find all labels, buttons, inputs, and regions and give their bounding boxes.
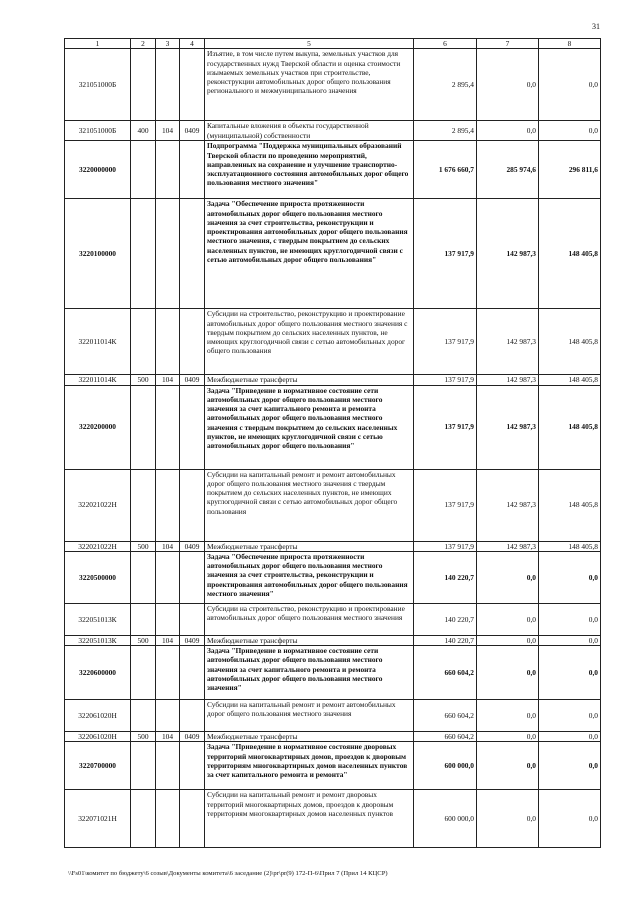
row-code: 3220000000 bbox=[65, 141, 131, 199]
row-col-4 bbox=[180, 141, 205, 199]
budget-table bbox=[64, 38, 601, 848]
row-code: 322071021Н bbox=[65, 790, 131, 848]
row-value-6: 2 895,4 bbox=[414, 49, 477, 121]
row-name: Изъятие, в том числе путем выкупа, земельных участков для государственных нужд Тверской области и оценка стоимости изымаемых земельных участков при строительстве, реконструкции автомобильных дорог общего пользования регионального и межмуниципального значения bbox=[205, 49, 414, 121]
row-col-2 bbox=[131, 742, 156, 790]
row-col-2: 500 bbox=[131, 732, 156, 742]
row-value-6: 600 000,0 bbox=[414, 742, 477, 790]
row-name: Задача "Обеспечение прироста протяженности автомобильных дорог общего пользования местного значения за счет строительства, реконструкции и проектирования автомобильных дорог общего пользования местного значения, с твердым покрытием до сельских населенных пунктов, не имеющих круглогодичной связи с сетью автомобильных дорог общего пользования" bbox=[205, 199, 414, 309]
row-value-8: 0,0 bbox=[539, 603, 601, 635]
table-row bbox=[65, 700, 601, 732]
row-value-6: 137 917,9 bbox=[414, 541, 477, 551]
table-body bbox=[65, 49, 601, 848]
row-code: 3220200000 bbox=[65, 385, 131, 469]
row-col-3 bbox=[156, 469, 180, 541]
row-value-7: 0,0 bbox=[477, 551, 539, 603]
row-name: Субсидии на капитальный ремонт и ремонт дворовых территорий многоквартирных домов, проездов к дворовым территориям многоквартирных домов населенных пунктов bbox=[205, 790, 414, 848]
row-value-8: 148 405,8 bbox=[539, 385, 601, 469]
row-value-8: 148 405,8 bbox=[539, 309, 601, 375]
row-col-3 bbox=[156, 385, 180, 469]
row-code: 321051000Б bbox=[65, 121, 131, 141]
column-header: 4 bbox=[180, 39, 205, 49]
row-col-2: 500 bbox=[131, 375, 156, 385]
row-value-8: 0,0 bbox=[539, 700, 601, 732]
row-value-7: 0,0 bbox=[477, 742, 539, 790]
page-number: 31 bbox=[592, 22, 600, 31]
row-col-4 bbox=[180, 385, 205, 469]
row-col-4: 0409 bbox=[180, 732, 205, 742]
row-col-3 bbox=[156, 49, 180, 121]
column-header: 2 bbox=[131, 39, 156, 49]
row-code: 322051013К bbox=[65, 603, 131, 635]
table-row bbox=[65, 646, 601, 700]
row-value-6: 660 604,2 bbox=[414, 732, 477, 742]
row-name: Задача "Приведение в нормативное состояние дворовых территорий многоквартирных домов, проездов к дворовым территориям многоквартирных домов населенных пунктов за счет капитального ремонта и ремонта" bbox=[205, 742, 414, 790]
row-value-6: 137 917,9 bbox=[414, 469, 477, 541]
row-name: Подпрограмма "Поддержка муниципальных образований Тверской области по проведению мероприятий, направленных на сохранение и улучшение транспортно-эксплуатационного состояния автомобильных дорог общего пользования местного значения" bbox=[205, 141, 414, 199]
row-value-8: 0,0 bbox=[539, 790, 601, 848]
row-col-2 bbox=[131, 603, 156, 635]
row-value-7: 0,0 bbox=[477, 646, 539, 700]
row-col-2 bbox=[131, 309, 156, 375]
table-row bbox=[65, 732, 601, 742]
row-value-6: 660 604,2 bbox=[414, 700, 477, 732]
table-row bbox=[65, 121, 601, 141]
row-col-3: 104 bbox=[156, 635, 180, 645]
row-col-3 bbox=[156, 790, 180, 848]
row-name: Межбюджетные трансферты bbox=[205, 732, 414, 742]
file-path-footer: \\Fs01\комитет по бюджету\6 созыв\Документы комитета\6 заседание (2)\pr\pr(9) 172-П-6\Прил 7 (Прил 14 КЦСР) bbox=[68, 870, 388, 877]
table-row bbox=[65, 49, 601, 121]
table-row bbox=[65, 541, 601, 551]
row-code: 3220100000 bbox=[65, 199, 131, 309]
row-code: 321051000Б bbox=[65, 49, 131, 121]
row-name: Задача "Приведение в нормативное состояние сети автомобильных дорог общего пользования местного значения за счет капитального ремонта и ремонта автомобильных дорог общего пользования местного значения с твердым покрытием до сельских населенных пунктов, не имеющих круглогодичной связи с сетью автомобильных дорог общего пользования" bbox=[205, 385, 414, 469]
row-value-7: 0,0 bbox=[477, 790, 539, 848]
row-col-2 bbox=[131, 790, 156, 848]
row-col-3: 104 bbox=[156, 541, 180, 551]
row-value-8: 148 405,8 bbox=[539, 199, 601, 309]
row-value-6: 137 917,9 bbox=[414, 309, 477, 375]
row-name: Субсидии на капитальный ремонт и ремонт автомобильных дорог общего пользования местного значения с твердым покрытием до сельских населенных пунктов, не имеющих круглогодичной связи с сетью автомобильных дорог общего пользования bbox=[205, 469, 414, 541]
row-value-7: 142 987,3 bbox=[477, 309, 539, 375]
row-col-4 bbox=[180, 742, 205, 790]
row-col-3 bbox=[156, 700, 180, 732]
row-col-4 bbox=[180, 551, 205, 603]
row-name: Субсидии на строительство, реконструкцию и проектирование автомобильных дорог общего пользования местного значения с твердым покрытием до сельских населенных пунктов, не имеющих круглогодичной связи с сетью автомобильных дорог общего пользования bbox=[205, 309, 414, 375]
row-name: Задача "Приведение в нормативное состояние сети автомобильных дорог общего пользования местного значения за счет капитального ремонта и ремонта автомобильных дорог общего пользования местного значения" bbox=[205, 646, 414, 700]
row-value-6: 2 895,4 bbox=[414, 121, 477, 141]
row-value-8: 0,0 bbox=[539, 49, 601, 121]
row-value-8: 148 405,8 bbox=[539, 469, 601, 541]
row-col-4 bbox=[180, 700, 205, 732]
row-value-6: 137 917,9 bbox=[414, 375, 477, 385]
row-value-6: 140 220,7 bbox=[414, 603, 477, 635]
row-col-3 bbox=[156, 199, 180, 309]
row-value-7: 142 987,3 bbox=[477, 541, 539, 551]
row-name: Межбюджетные трансферты bbox=[205, 541, 414, 551]
row-col-2: 500 bbox=[131, 541, 156, 551]
row-col-3: 104 bbox=[156, 121, 180, 141]
row-code: 322021022Н bbox=[65, 469, 131, 541]
row-col-2 bbox=[131, 646, 156, 700]
row-value-8: 148 405,8 bbox=[539, 541, 601, 551]
row-col-4 bbox=[180, 790, 205, 848]
row-name: Субсидии на строительство, реконструкцию и проектирование автомобильных дорог общего пользования местного значения bbox=[205, 603, 414, 635]
row-value-6: 1 676 660,7 bbox=[414, 141, 477, 199]
row-value-8: 0,0 bbox=[539, 121, 601, 141]
row-value-7: 0,0 bbox=[477, 732, 539, 742]
row-value-7: 142 987,3 bbox=[477, 199, 539, 309]
row-value-7: 0,0 bbox=[477, 635, 539, 645]
row-col-4 bbox=[180, 199, 205, 309]
row-col-4 bbox=[180, 309, 205, 375]
column-header: 8 bbox=[539, 39, 601, 49]
row-value-7: 0,0 bbox=[477, 700, 539, 732]
table-row bbox=[65, 375, 601, 385]
row-col-2: 400 bbox=[131, 121, 156, 141]
row-value-8: 0,0 bbox=[539, 742, 601, 790]
row-col-3: 104 bbox=[156, 732, 180, 742]
row-name: Межбюджетные трансферты bbox=[205, 375, 414, 385]
row-code: 3220700000 bbox=[65, 742, 131, 790]
row-value-7: 0,0 bbox=[477, 49, 539, 121]
row-value-8: 148 405,8 bbox=[539, 375, 601, 385]
row-col-3 bbox=[156, 551, 180, 603]
row-col-4 bbox=[180, 603, 205, 635]
row-col-4 bbox=[180, 469, 205, 541]
row-name: Капитальные вложения в объекты государственной (муниципальной) собственности bbox=[205, 121, 414, 141]
table-row bbox=[65, 603, 601, 635]
row-code: 322061020Н bbox=[65, 700, 131, 732]
row-col-4: 0409 bbox=[180, 541, 205, 551]
row-code: 3220500000 bbox=[65, 551, 131, 603]
row-value-7: 0,0 bbox=[477, 121, 539, 141]
row-col-3 bbox=[156, 742, 180, 790]
table-row bbox=[65, 309, 601, 375]
column-header: 5 bbox=[205, 39, 414, 49]
row-col-2 bbox=[131, 49, 156, 121]
row-value-8: 0,0 bbox=[539, 732, 601, 742]
row-code: 322011014К bbox=[65, 309, 131, 375]
table-row bbox=[65, 742, 601, 790]
row-value-7: 142 987,3 bbox=[477, 375, 539, 385]
row-value-6: 140 220,7 bbox=[414, 551, 477, 603]
row-col-3 bbox=[156, 646, 180, 700]
row-col-2 bbox=[131, 199, 156, 309]
row-value-8: 0,0 bbox=[539, 635, 601, 645]
row-value-6: 137 917,9 bbox=[414, 385, 477, 469]
row-name: Субсидии на капитальный ремонт и ремонт автомобильных дорог общего пользования местного значения bbox=[205, 700, 414, 732]
row-value-8: 0,0 bbox=[539, 551, 601, 603]
row-code: 322011014К bbox=[65, 375, 131, 385]
row-code: 3220600000 bbox=[65, 646, 131, 700]
row-name: Задача "Обеспечение прироста протяженности автомобильных дорог общего пользования местного значения за счет строительства, реконструкции и проектирования автомобильных дорог общего пользования местного значения" bbox=[205, 551, 414, 603]
row-col-2 bbox=[131, 141, 156, 199]
table-row bbox=[65, 199, 601, 309]
row-col-2 bbox=[131, 551, 156, 603]
row-col-3: 104 bbox=[156, 375, 180, 385]
table-row bbox=[65, 790, 601, 848]
row-col-4 bbox=[180, 646, 205, 700]
row-col-4 bbox=[180, 49, 205, 121]
row-value-6: 140 220,7 bbox=[414, 635, 477, 645]
row-value-7: 142 987,3 bbox=[477, 385, 539, 469]
row-name: Межбюджетные трансферты bbox=[205, 635, 414, 645]
row-value-6: 137 917,9 bbox=[414, 199, 477, 309]
column-header: 1 bbox=[65, 39, 131, 49]
row-code: 322051013К bbox=[65, 635, 131, 645]
row-col-3 bbox=[156, 309, 180, 375]
row-col-2 bbox=[131, 469, 156, 541]
table-row bbox=[65, 385, 601, 469]
row-col-2: 500 bbox=[131, 635, 156, 645]
table-row bbox=[65, 469, 601, 541]
table-row bbox=[65, 551, 601, 603]
table-row bbox=[65, 141, 601, 199]
column-header: 6 bbox=[414, 39, 477, 49]
table-row bbox=[65, 635, 601, 645]
row-col-2 bbox=[131, 700, 156, 732]
row-value-7: 0,0 bbox=[477, 603, 539, 635]
row-value-7: 142 987,3 bbox=[477, 469, 539, 541]
row-value-8: 0,0 bbox=[539, 646, 601, 700]
header-row bbox=[65, 39, 601, 49]
column-header: 3 bbox=[156, 39, 180, 49]
row-col-2 bbox=[131, 385, 156, 469]
row-col-3 bbox=[156, 603, 180, 635]
row-col-3 bbox=[156, 141, 180, 199]
row-code: 322061020Н bbox=[65, 732, 131, 742]
row-col-4: 0409 bbox=[180, 121, 205, 141]
column-header: 7 bbox=[477, 39, 539, 49]
row-code: 322021022Н bbox=[65, 541, 131, 551]
row-value-6: 660 604,2 bbox=[414, 646, 477, 700]
row-col-4: 0409 bbox=[180, 635, 205, 645]
row-col-4: 0409 bbox=[180, 375, 205, 385]
row-value-7: 285 974,6 bbox=[477, 141, 539, 199]
row-value-6: 600 000,0 bbox=[414, 790, 477, 848]
row-value-8: 296 811,6 bbox=[539, 141, 601, 199]
